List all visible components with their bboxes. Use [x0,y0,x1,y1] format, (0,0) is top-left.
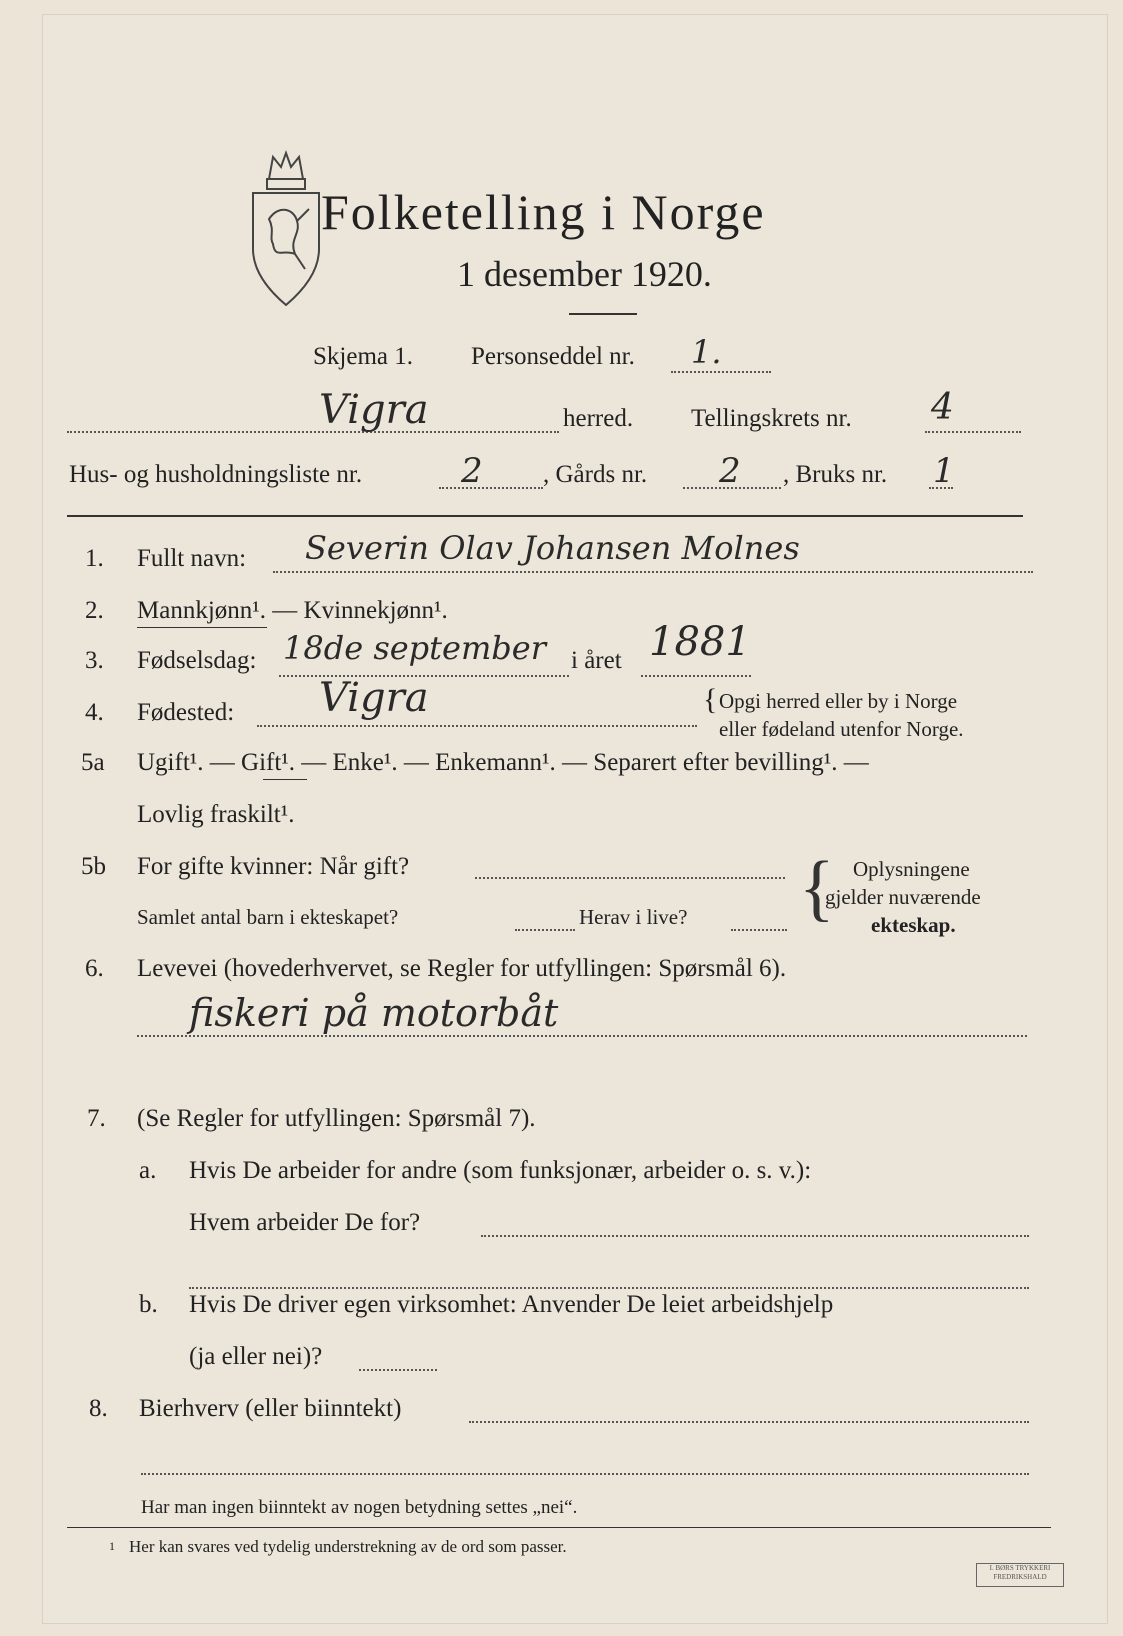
q8-number: 8. [89,1395,108,1422]
header-divider [67,515,1023,517]
q7-number: 7. [87,1105,106,1132]
title-divider [569,313,637,315]
married-when-field[interactable] [475,877,785,879]
q7b-letter: b. [139,1291,158,1318]
occupation-value: fiskeri på motorbåt [189,991,559,1035]
skjema-label: Skjema 1. [313,343,413,370]
tellingskrets-label: Tellingskrets nr. [691,405,852,432]
form-sheet [42,14,1108,1624]
q5b-alive-label: Herav i live? [579,905,688,929]
bruks-value: 1 [933,451,955,491]
q6-number: 6. [85,955,104,982]
q5b-label: For gifte kvinner: Når gift? [137,853,410,880]
birthday-value: 18de september [283,629,547,667]
footnote-divider [67,1527,1051,1528]
birthplace-field[interactable] [257,725,697,727]
hired-help-field[interactable] [359,1369,437,1371]
q7a-letter: a. [139,1157,157,1184]
q5b-note-2: gjelder nuværende [825,885,981,909]
q7a-employer-label: Hvem arbeider De for? [189,1209,421,1236]
q5b-children-label: Samlet antal barn i ekteskapet? [137,905,399,929]
q7b-yesno-label: (ja eller nei)? [189,1343,323,1370]
mannkjonn-underline [137,627,267,628]
side-income-field-2[interactable] [141,1473,1029,1475]
full-name-field[interactable] [273,571,1033,573]
q7a-label: Hvis De arbeider for andre (som funksjonær, arbeider o. s. v.): [189,1157,812,1184]
gards-value: 2 [719,451,741,491]
printer-stamp: I. BØRS TRYKKERI FREDRIKSHALD [976,1563,1064,1587]
full-name-value: Severin Olav Johansen Molnes [305,529,800,567]
side-income-field[interactable] [469,1421,1029,1423]
q4-number: 4. [85,699,104,726]
footnote-marker: 1 [109,1539,115,1553]
q5a-options-2: Lovlig fraskilt¹. [137,801,295,828]
form-title: Folketelling i Norge [321,184,766,240]
employer-field-2[interactable] [189,1287,1029,1289]
census-date: 1 desember 1920. [457,254,712,294]
personseddel-label: Personseddel nr. [471,343,635,370]
q5b-note-1: Oplysningene [853,857,970,881]
herred-value: Vigra [319,387,429,433]
norwegian-coat-of-arms-icon [239,149,333,309]
q8-note: Har man ingen biinntekt av nogen betydning settes „nei“. [141,1497,578,1518]
tellingskrets-value: 4 [931,387,954,428]
q4-note-2: eller fødeland utenfor Norge. [719,717,964,741]
q7-label: (Se Regler for utfyllingen: Spørsmål 7). [137,1105,536,1132]
birth-year-field[interactable] [641,675,751,677]
q1-number: 1. [85,545,104,572]
bruks-label: , Bruks nr. [783,461,888,488]
occupation-field[interactable] [137,1035,1027,1037]
q5b-note-3: ekteskap. [871,913,956,937]
q7b-label: Hvis De driver egen virksomhet: Anvender De leiet arbeidshjelp [189,1291,834,1318]
q5a-options: Ugift¹. — Gift¹. — Enke¹. — Enkemann¹. — Separert efter bevilling¹. — [137,749,869,776]
birthplace-value: Vigra [319,675,429,721]
herred-field[interactable] [67,431,559,433]
personseddel-value: 1. [691,333,722,371]
hus-value: 2 [461,451,483,491]
q4-brace: { [703,683,718,716]
q1-label: Fullt navn: [137,545,247,572]
q4-label: Fødested: [137,699,235,726]
tellingskrets-field[interactable] [925,431,1021,433]
gift-underline [263,779,307,780]
hus-field[interactable] [439,487,543,489]
q3-label: Fødselsdag: [137,647,257,674]
q2-gender-options: Mannkjønn¹. — Kvinnekjønn¹. [137,597,448,624]
children-count-field[interactable] [515,929,575,931]
hus-label: Hus- og husholdningsliste nr. [69,461,363,488]
q5b-brace: { [799,847,835,929]
q3-number: 3. [85,647,104,674]
q5a-number: 5a [81,749,105,776]
birth-year-value: 1881 [649,619,751,665]
q6-label: Levevei (hovederhvervet, se Regler for utfyllingen: Spørsmål 6). [137,955,787,982]
q4-note-1: Opgi herred eller by i Norge [719,689,958,713]
q2-number: 2. [85,597,104,624]
gards-label: , Gårds nr. [543,461,648,488]
employer-field[interactable] [481,1235,1029,1237]
personseddel-field[interactable] [671,371,771,373]
herred-label: herred. [563,405,634,432]
q3-year-label: i året [571,647,622,674]
children-alive-field[interactable] [731,929,787,931]
q5b-number: 5b [81,853,106,880]
q8-label: Bierhverv (eller biinntekt) [139,1395,402,1422]
footnote-text: Her kan svares ved tydelig understrekning av de ord som passer. [129,1537,567,1556]
